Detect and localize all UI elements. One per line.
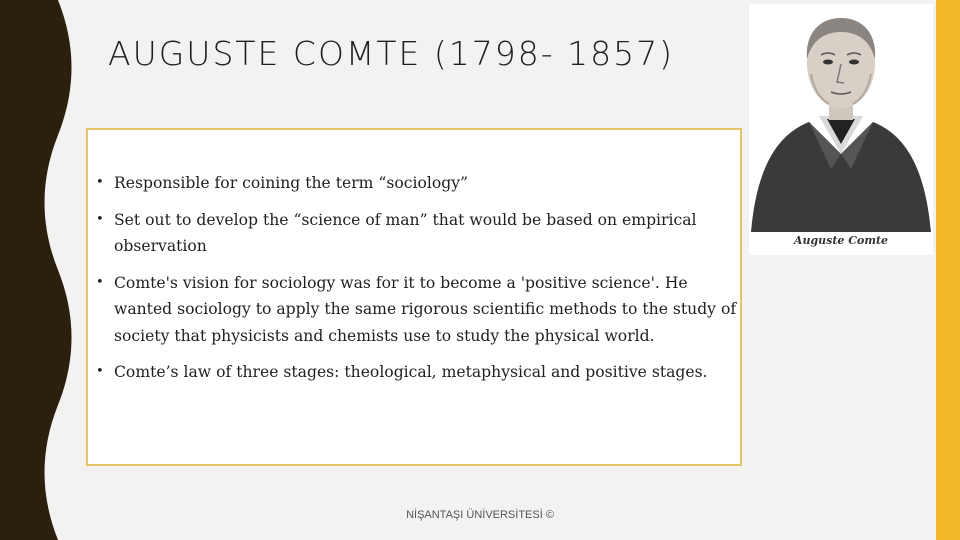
slide-title: AUGUSTE COMTE (1798- 1857) — [108, 34, 674, 73]
bullet-text: Comte's vision for sociology was for it to become a 'positive science'. He wanted sociology to apply the same rigorous scientific methods to the study of society that physicists and chemists use to study the physical world. — [114, 273, 737, 345]
bullet-item — [96, 207, 746, 260]
footer-text: NİŞANTAŞI ÜNİVERSİTESİ © — [406, 509, 554, 521]
bullet-text: Set out to develop the “science of man” that would be based on empirical observation — [114, 210, 697, 255]
bullet-list — [96, 170, 746, 396]
bullet-item — [96, 359, 746, 386]
right-accent-bar — [936, 0, 960, 540]
bullet-icon: • — [96, 274, 104, 290]
bullet-item — [96, 170, 746, 197]
bullet-item — [96, 270, 746, 350]
portrait-drawing — [749, 4, 933, 255]
portrait-image — [749, 4, 933, 255]
content-box — [86, 128, 742, 466]
bullet-icon: • — [96, 175, 104, 190]
portrait-caption: Auguste Comte — [793, 234, 889, 247]
bullet-text: Responsible for coining the term “sociology” — [114, 174, 469, 192]
bullet-icon: • — [96, 211, 104, 227]
bullet-icon: • — [96, 364, 104, 379]
left-wavy-edge — [0, 0, 80, 540]
bullet-text: Comte’s law of three stages: theological, metaphysical and positive stages. — [114, 363, 708, 381]
